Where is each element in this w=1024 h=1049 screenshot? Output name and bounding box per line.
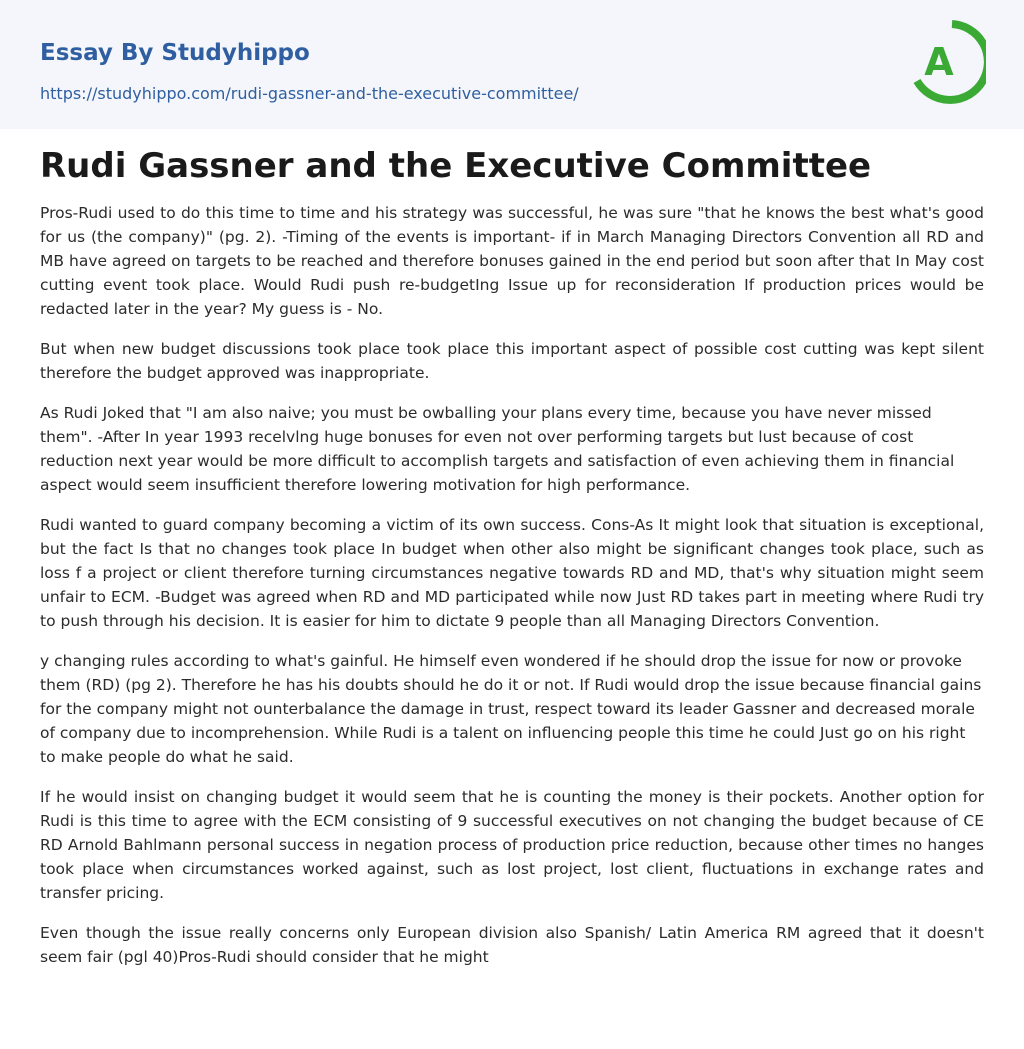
studyhippo-logo-icon[interactable] [912,19,986,105]
source-url-link[interactable]: https://studyhippo.com/rudi-gassner-and-the-executive-committee/ [40,84,579,103]
article-paragraph: Even though the issue really concerns only European division also Spanish/ Latin America RM agreed that it doesn't seem fair (pgl 40)Pros-Rudi should consider that he might [40,924,984,966]
article-paragraph: As Rudi Joked that "I am also naive; you must be owballing your plans every time, because you have never missed them". -After In year 1993 recelvlng huge bonuses for even not over performing targets but lust because of cost reduction next year would be more difficult to accomplish targets and satisfaction of even achieving them in financial aspect would seem insufficient therefore lowering motivation for high performance. [40,404,955,494]
article-paragraph: Rudi wanted to guard company becoming a victim of its own success. Cons-As It might look that situation is exceptional, but the fact Is that no changes took place In budget when other also might be significant changes took place, such as loss f a project or client therefore turning circumstances negative towards RD and MD, that's why situation might seem unfair to ECM. -Budget was agreed when RD and MD participated while now Just RD takes part in meeting where Rudi try to push through his decision. It is easier for him to dictate 9 people than all Managing Directors Convention. [40,516,984,630]
article-paragraph: If he would insist on changing budget it would seem that he is counting the money is their pockets. Another option for Rudi is this time to agree with the ECM consisting of 9 successful executives on not changing the budget because of CE RD Arnold Bahlmann personal success in negation process of production price reduction, because other times no hanges took place when circumstances worked against, such as lost project, lost client, fluctuations in exchange rates and transfer pricing. [40,788,984,902]
article-title: Rudi Gassner and the Executive Committee [40,146,872,186]
site-brand[interactable]: Essay By Studyhippo [40,40,310,66]
article-paragraph: But when new budget discussions took place took place this important aspect of possible cost cutting was kept silent therefore the budget approved was inappropriate. [40,340,984,382]
article-paragraph: Pros-Rudi used to do this time to time and his strategy was successful, he was sure "that he knows the best what's good for us (the company)" (pg. 2). -Timing of the events is important- if in March Managing Directors Convention all RD and MB have agreed on targets to be reached and therefore bonuses gained in the end period but soon after that In May cost cutting event took place. Would Rudi push re-budgetIng Issue up for reconsideration If production prices would be redacted later in the year? My guess is - No. [40,204,984,318]
article-body [40,201,984,985]
article-paragraph: y changing rules according to what's gainful. He himself even wondered if he should drop the issue for now or provoke them (RD) (pg 2). Therefore he has his doubts should he do it or not. If Rudi would drop the issue because financial gains for the company might not ounterbalance the damage in trust, respect toward its leader Gassner and decreased morale of company due to incomprehension. While Rudi is a talent on influencing people this time he could Just go on his right to make people do what he said. [40,652,982,766]
logo-letter: A [924,40,954,84]
